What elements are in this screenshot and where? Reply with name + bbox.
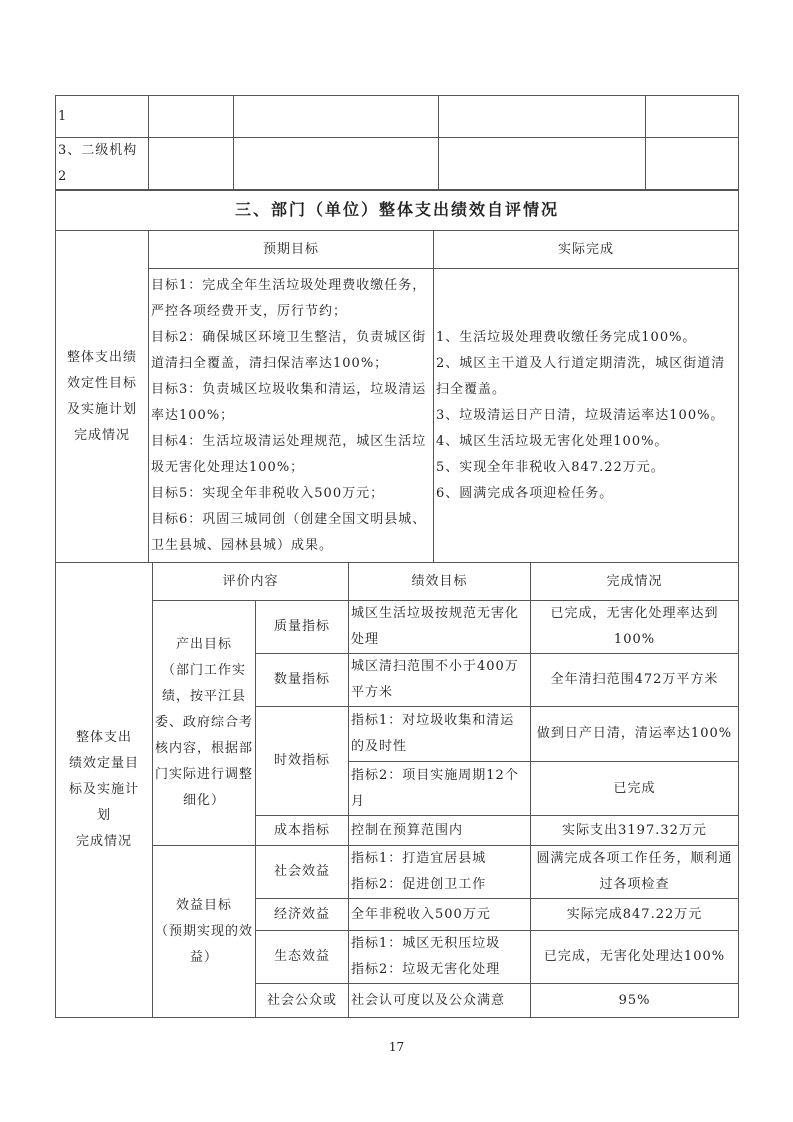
header-target: 绩效目标 (349, 563, 531, 601)
indicator: 时效指标 (256, 707, 349, 816)
target: 全年非税收入500万元 (349, 899, 531, 931)
target: 社会认可度以及公众满意 (349, 984, 531, 1018)
target: 城区清扫范围不小于400万平方米 (349, 654, 531, 707)
target: 指标1：对垃圾收集和清运的及时性 (349, 707, 531, 762)
page-number: 17 (388, 1040, 405, 1054)
target: 城区生活垃圾按规范无害化处理 (349, 601, 531, 654)
target: 指标1：打造宜居县城 指标2：促进创卫工作 (349, 846, 531, 899)
header-expected: 预期目标 (149, 231, 434, 269)
section-title: 三、部门（单位）整体支出绩效自评情况 (56, 190, 739, 231)
indicator: 质量指标 (256, 601, 349, 654)
expected-goals: 目标1：完成全年生活垃圾处理费收缴任务，严控各项经费开支，厉行节约； 目标2：确保城区环境卫生整洁，负责城区街道清扫全覆盖，清扫保洁率达100%； 目标3：负责城区垃圾收集和清运，垃圾清运率达100%； 目标4：生活垃圾清运处理规范，城区生活垃圾无害化处理达100%； 目标5：实现全年非税收入500万元； 目标6：巩固三城同创（创建全国文明县城、卫生县城、园林县城）成果。 (149, 269, 434, 563)
indicator: 社会公众或 (256, 984, 349, 1018)
quantitative-row-label: 整体支出 绩效定量目 标及实施计 划 完成情况 (56, 563, 153, 1018)
target: 指标2：项目实施周期12个月 (349, 762, 531, 816)
qualitative-row-label: 整体支出绩 效定性目标 及实施计划 完成情况 (56, 231, 149, 563)
indicator: 生态效益 (256, 931, 349, 984)
indicator: 社会效益 (256, 846, 349, 899)
benefit-group-label: 效益目标 （预期实现的效益） (153, 846, 256, 1018)
quantitative-table (55, 562, 739, 1018)
status: 实际支出3197.32万元 (531, 816, 739, 846)
indicator: 经济效益 (256, 899, 349, 931)
status: 已完成，无害化处理达100% (531, 931, 739, 984)
header-content: 评价内容 (153, 563, 349, 601)
row-label: 3、二级机构 2 (56, 138, 149, 191)
status: 全年清扫范围472万平方米 (531, 654, 739, 707)
status: 已完成 (531, 762, 739, 816)
header-actual: 实际完成 (434, 231, 739, 269)
row-label: 1 (56, 96, 149, 138)
status: 实际完成847.22万元 (531, 899, 739, 931)
target: 控制在预算范围内 (349, 816, 531, 846)
status: 圆满完成各项工作任务，顺利通过各项检查 (531, 846, 739, 899)
top-table (55, 95, 739, 191)
status: 做到日产日清，清运率达100% (531, 707, 739, 762)
indicator: 成本指标 (256, 816, 349, 846)
status: 95% (531, 984, 739, 1018)
actual-completion: 1、生活垃圾处理费收缴任务完成100%。 2、城区主干道及人行道定期清洗，城区街道清扫全覆盖。 3、垃圾清运日产日清，垃圾清运率达100%。 4、城区生活垃圾无害化处理100%。 5、实现全年非税收入847.22万元。 6、圆满完成各项迎检任务。 (434, 269, 739, 563)
output-group-label: 产出目标 （部门工作实绩，按平江县委、政府综合考核内容，根据部门实际进行调整细化） (153, 601, 256, 846)
status: 已完成，无害化处理率达到100% (531, 601, 739, 654)
indicator: 数量指标 (256, 654, 349, 707)
target: 指标1：城区无积压垃圾 指标2：垃圾无害化处理 (349, 931, 531, 984)
qualitative-table (55, 189, 739, 563)
header-status: 完成情况 (531, 563, 739, 601)
